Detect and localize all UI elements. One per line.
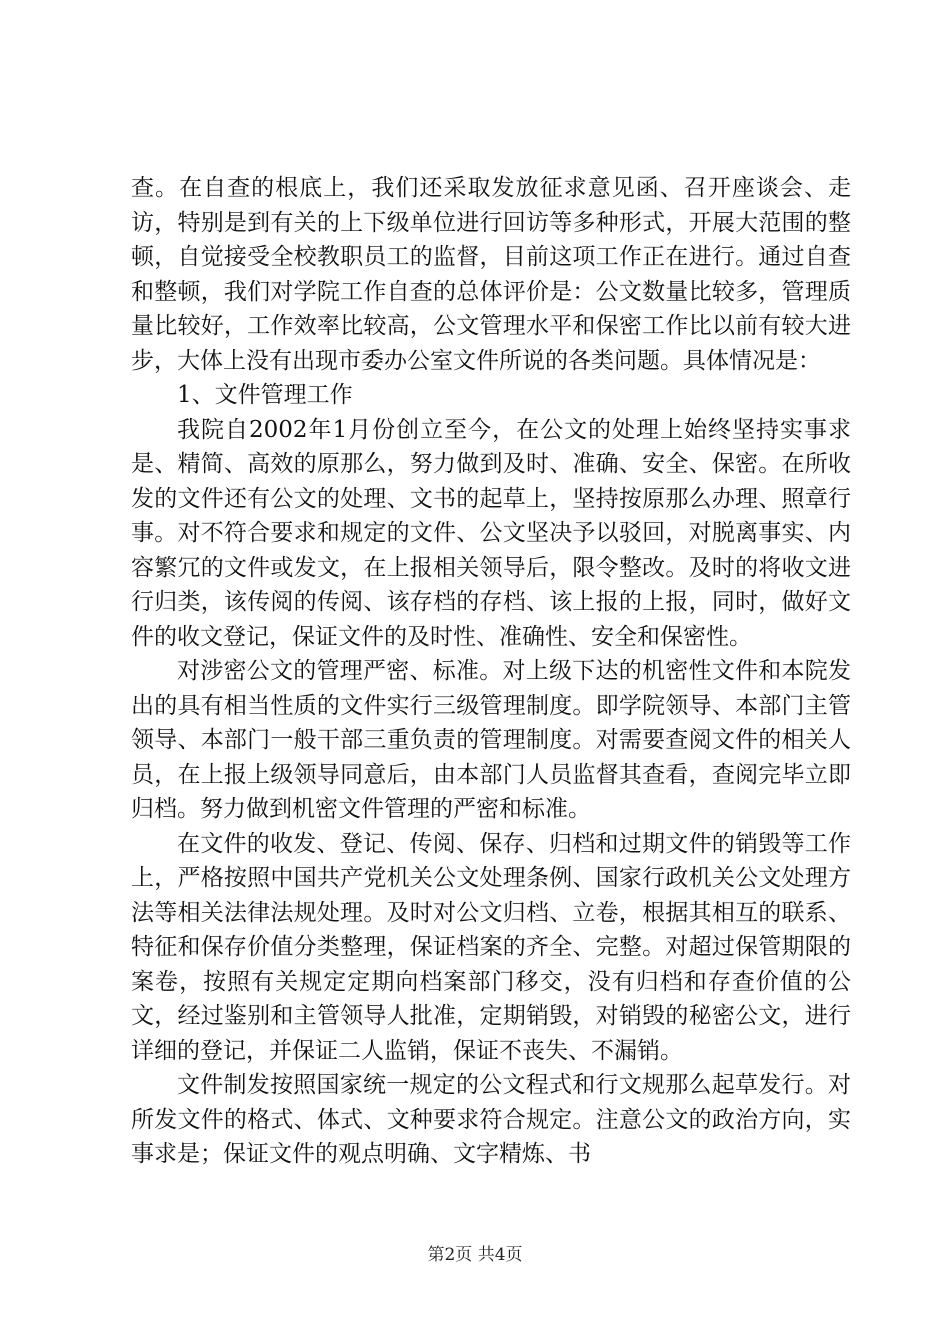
- page-number-footer: 第2页 共4页: [427, 1245, 523, 1265]
- paragraph-principles: 我院自2002年1月份创立至今，在公文的处理上始终坚持实事求是、精简、高效的原那么，努力做到及时、准确、安全、保密。在所收发的文件还有公文的处理、文书的起草上，坚持按原那么办理、照章行事。对不符合要求和规定的文件、公文坚决予以驳回，对脱离事实、内容繁冗的文件或发文，在上报相关领导后，限令整改。及时的将收文进行归类，该传阅的传阅、该存档的存档、该上报的上报，同时，做好文件的收文登记，保证文件的及时性、准确性、安全和保密性。: [131, 416, 851, 650]
- document-body: [131, 171, 851, 1172]
- paragraph-archiving: 在文件的收发、登记、传阅、保存、归档和过期文件的销毁等工作上，严格按照中国共产党机关公文处理条例、国家行政机关公文处理方法等相关法律法规处理。及时对公文归档、立卷，根据其相互的联系、特征和保存价值分类整理，保证档案的齐全、完整。对超过保管期限的案卷，按照有关规定定期向档案部门移交，没有归档和存查价值的公文，经过鉴别和主管领导人批准，定期销毁，对销毁的秘密公文，进行详细的登记，并保证二人监销，保证不丧失、不漏销。: [131, 830, 851, 1064]
- section-heading-file-management: 1、文件管理工作: [177, 382, 353, 408]
- paragraph-continuation: 查。在自查的根底上，我们还采取发放征求意见函、召开座谈会、走访，特别是到有关的上下级单位进行回访等多种形式，开展大范围的整顿，自觉接受全校教职员工的监督，目前这项工作正在进行。通过自查和整顿，我们对学院工作自查的总体评价是：公文数量比较多，管理质量比较好，工作效率比较高，公文管理水平和保密工作比以前有较大进步，大体上没有出现市委办公室文件所说的各类问题。具体情况是：: [131, 175, 851, 374]
- paragraph-document-issuance: 文件制发按照国家统一规定的公文程式和行文规那么起草发行。对所发文件的格式、体式、文种要求符合规定。注意公文的政治方向，实事求是；保证文件的观点明确、文字精炼、书: [131, 1072, 851, 1167]
- paragraph-classified-documents: 对涉密公文的管理严密、标准。对上级下达的机密性文件和本院发出的具有相当性质的文件实行三级管理制度。即学院领导、本部门主管领导、本部门一般干部三重负责的管理制度。对需要查阅文件的相关人员，在上报上级领导同意后，由本部门人员监督其查看，查阅完毕立即归档。努力做到机密文件管理的严密和标准。: [131, 658, 851, 822]
